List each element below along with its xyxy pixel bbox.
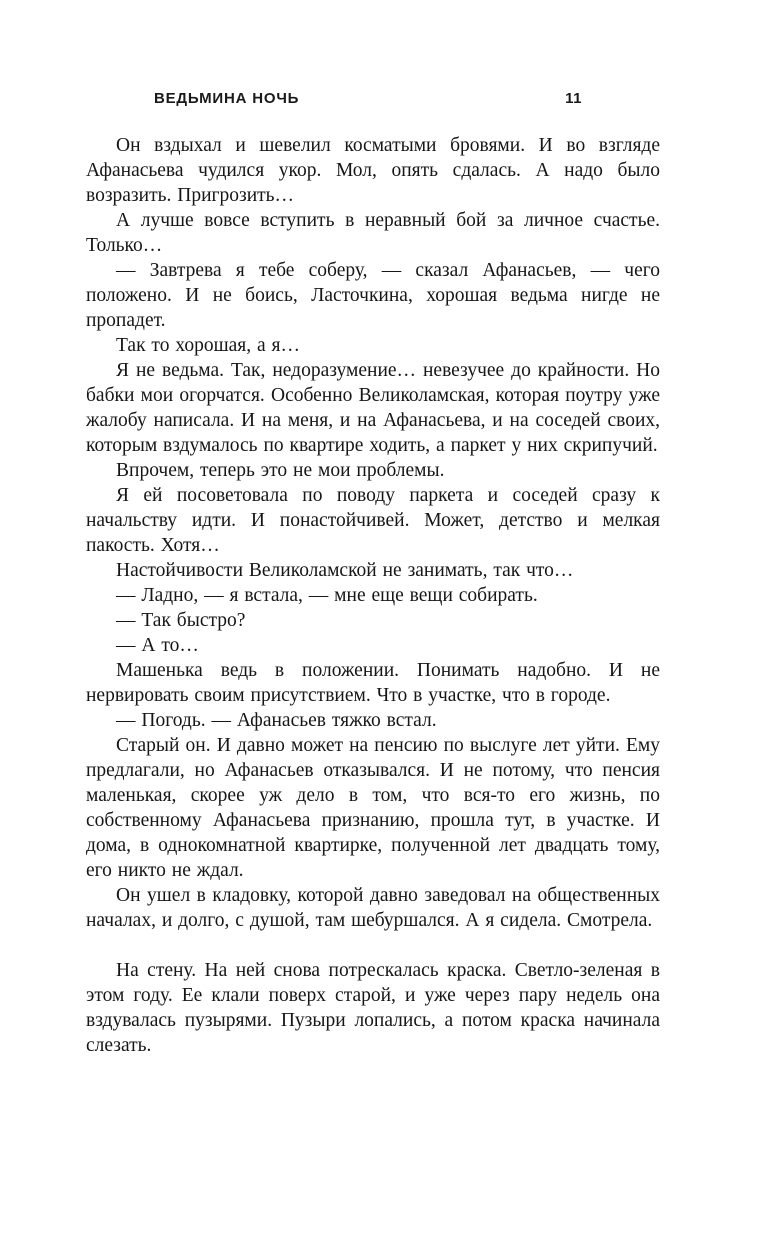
paragraph: — Так быстро? — [116, 610, 246, 631]
paragraph: Настойчивости Великоламской не занимать, так что… — [116, 560, 574, 581]
paragraph: Машенька ведь в положении. Понимать надобно. И не нервировать своим присутствием. Что в участке, что в городе. — [86, 660, 660, 706]
paragraph: Я не ведьма. Так, недоразумение… невезучее до крайности. Но бабки мои огорчатся. Особенно Великоламская, которая поутру уже жалобу написала. И на меня, и на Афанасьева, и на соседей своих, которым вздумалось по квартире ходить, а паркет у них скрипучий. — [86, 360, 660, 456]
paragraph: А лучше вовсе вступить в неравный бой за личное счастье. Только… — [86, 210, 660, 256]
paragraph: Я ей посоветовала по поводу паркета и соседей сразу к начальству идти. И понастойчивей. Может, детство и мелкая пакость. Хотя… — [86, 485, 660, 556]
paragraph: Он вздыхал и шевелил косматыми бровями. И во взгляде Афанасьева чудился укор. Мол, опять сдалась. А надо было возразить. Пригрозить… — [86, 135, 660, 206]
paragraph: Он ушел в кладовку, которой давно заведовал на общественных началах, и долго, с душой, там шебуршался. А я сидела. Смотрела. — [86, 885, 660, 931]
paragraph: — Ладно, — я встала, — мне еще вещи собирать. — [116, 585, 538, 606]
running-head — [86, 90, 660, 107]
body-text — [86, 133, 660, 1058]
running-title: ВЕДЬМИНА НОЧЬ — [154, 90, 300, 107]
page-number: 11 — [565, 90, 582, 107]
paragraph: Впрочем, теперь это не мои проблемы. — [116, 460, 445, 481]
paragraph: Старый он. И давно может на пенсию по выслуге лет уйти. Ему предлагали, но Афанасьев отказывался. И не потому, что пенсия маленькая, скорее уж дело в том, что вся-то его жизнь, по собственному Афанасьева признанию, прошла тут, в участке. И дома, в однокомнатной квартирке, полученной лет двадцать тому, его никто не ждал. — [86, 735, 660, 881]
paragraph: — Завтрева я тебе соберу, — сказал Афанасьев, — чего положено. И не боись, Ласточкина, хорошая ведьма нигде не пропадет. — [86, 260, 660, 331]
paragraph: Так то хорошая, а я… — [116, 335, 300, 356]
paragraph: На стену. На ней снова потрескалась краска. Светло-зеленая в этом году. Ее клали поверх старой, и уже через пару недель она вздувалась пузырями. Пузыри лопались, а потом краска начинала слезать. — [86, 960, 660, 1056]
paragraph: — Погодь. — Афанасьев тяжко встал. — [116, 710, 437, 731]
paragraph: — А то… — [116, 635, 199, 656]
